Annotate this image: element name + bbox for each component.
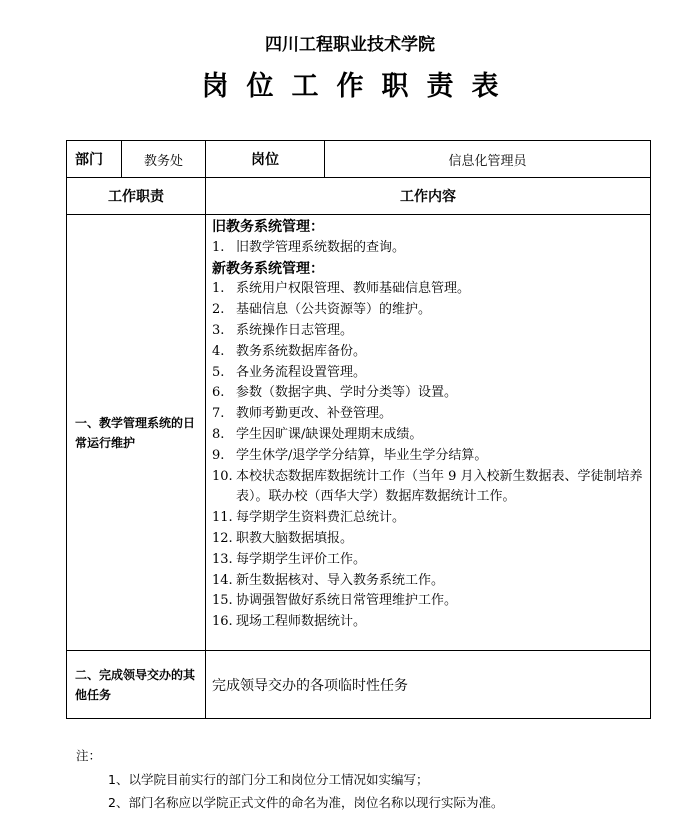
item-text: 每学期学生评价工作。 bbox=[236, 551, 367, 567]
item-text: 参数（数据字典、学时分类等）设置。 bbox=[236, 385, 458, 401]
list-item bbox=[212, 300, 650, 321]
note-line-2: 2、部门名称应以学院正式文件的命名为准，岗位名称以现行实际为准。 bbox=[108, 795, 504, 810]
item-text: 旧教学管理系统数据的查询。 bbox=[236, 239, 406, 255]
item-text: 每学期学生资料费汇总统计。 bbox=[236, 510, 406, 526]
item-number: 4. bbox=[212, 343, 225, 359]
content-column-header: 工作内容 bbox=[206, 178, 651, 215]
list-item bbox=[212, 508, 650, 529]
duty-label-2: 二、完成领导交办的其他任务 bbox=[67, 651, 206, 719]
list-item bbox=[212, 467, 650, 509]
item-text: 系统操作日志管理。 bbox=[236, 322, 354, 338]
item-text: 学生因旷课/缺课处理期末成绩。 bbox=[236, 426, 423, 442]
item-number: 8. bbox=[212, 426, 225, 442]
item-number: 10. bbox=[212, 468, 233, 484]
item-text: 教师考勤更改、补登管理。 bbox=[236, 406, 393, 422]
duty-label-1: 一、教学管理系统的日常运行维护 bbox=[67, 215, 206, 651]
position-label: 岗位 bbox=[206, 141, 325, 178]
item-number: 6. bbox=[212, 385, 225, 401]
item-text: 系统用户权限管理、教师基础信息管理。 bbox=[236, 281, 471, 297]
item-number: 14. bbox=[212, 572, 233, 588]
notes-title: 注： bbox=[76, 748, 102, 763]
page-title: 岗位工作职责表 bbox=[201, 71, 517, 102]
new-system-title: 新教务系统管理： bbox=[212, 260, 324, 277]
list-item bbox=[212, 238, 650, 259]
list-item bbox=[212, 591, 650, 612]
item-text: 职教大脑数据填报。 bbox=[236, 530, 354, 546]
list-item bbox=[212, 363, 650, 384]
info-row bbox=[67, 141, 651, 178]
item-text: 协调强智做好系统日常管理维护工作。 bbox=[236, 593, 458, 609]
list-item bbox=[212, 446, 650, 467]
item-number: 7. bbox=[212, 406, 225, 422]
item-number: 1. bbox=[212, 239, 225, 255]
item-text: 新生数据核对、导入教务系统工作。 bbox=[236, 572, 445, 588]
item-number: 2. bbox=[212, 302, 225, 318]
dept-value bbox=[122, 141, 206, 178]
item-number: 16. bbox=[212, 614, 233, 630]
school-name: 四川工程职业技术学院 bbox=[265, 35, 435, 55]
content-cell-1 bbox=[206, 215, 651, 651]
list-item bbox=[212, 342, 650, 363]
position-value: 信息化管理员 bbox=[325, 141, 651, 178]
item-text: 教务系统数据库备份。 bbox=[236, 343, 367, 359]
list-item bbox=[212, 571, 650, 592]
item-text: 基础信息（公共资源等）的维护。 bbox=[236, 302, 432, 318]
dept-label: 部门 bbox=[67, 141, 122, 178]
item-number: 15. bbox=[212, 593, 233, 609]
duty-column-header: 工作职责 bbox=[67, 178, 206, 215]
item-number: 13. bbox=[212, 551, 233, 567]
item-number: 9. bbox=[212, 447, 225, 463]
item-number: 12. bbox=[212, 530, 233, 546]
item-number: 5. bbox=[212, 364, 225, 380]
duty-table bbox=[66, 140, 651, 719]
list-item bbox=[212, 550, 650, 571]
old-system-title: 旧教务系统管理： bbox=[212, 219, 324, 235]
item-number: 1. bbox=[212, 281, 225, 297]
dept-value-text: 教务处 bbox=[143, 153, 183, 169]
list-item bbox=[212, 529, 650, 550]
item-number: 11. bbox=[212, 510, 233, 526]
item-text: 各业务流程设置管理。 bbox=[236, 364, 367, 380]
list-item bbox=[212, 404, 650, 425]
duty-row-1 bbox=[67, 215, 651, 651]
column-header-row bbox=[67, 178, 651, 215]
item-text: 现场工程师数据统计。 bbox=[236, 614, 367, 630]
duty-row-2 bbox=[67, 651, 651, 719]
item-number: 3. bbox=[212, 322, 225, 338]
list-item bbox=[212, 383, 650, 404]
note-line-1: 1、以学院目前实行的部门分工和岗位分工情况如实编写； bbox=[108, 772, 429, 787]
item-text: 学生休学/退学学分结算，毕业生学分结算。 bbox=[236, 447, 488, 463]
item-text: 本校状态数据库数据统计工作（当年 9 月入校新生数据表、学徒制培养表）。联办校（西华大学）数据库数据统计工作。 bbox=[236, 468, 643, 505]
list-item bbox=[212, 279, 650, 300]
content-cell-2: 完成领导交办的各项临时性任务 bbox=[206, 651, 651, 719]
list-item bbox=[212, 321, 650, 342]
list-item bbox=[212, 425, 650, 446]
notes bbox=[76, 744, 676, 814]
list-item bbox=[212, 612, 650, 633]
